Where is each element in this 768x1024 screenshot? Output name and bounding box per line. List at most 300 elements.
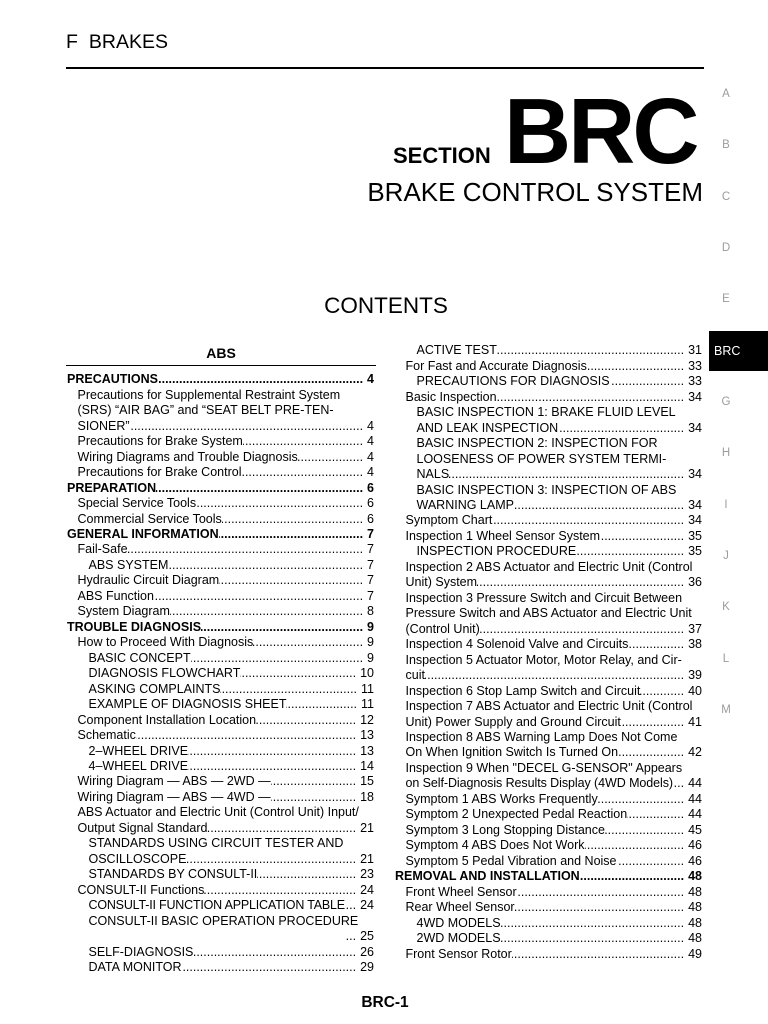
page-number: 48 <box>688 900 702 915</box>
toc-line <box>395 761 702 776</box>
toc-line <box>395 885 702 900</box>
toc-entry-topic <box>67 774 374 789</box>
leader-dots <box>154 589 367 604</box>
toc-line <box>67 635 374 650</box>
leader-dots <box>286 697 361 712</box>
toc-entry-title: Precautions for Brake Control <box>77 465 242 480</box>
toc-entry-title: ABS Actuator and Electric Unit (Control Unit) Input/ <box>77 805 359 820</box>
leader-dots <box>345 898 360 913</box>
page-number: 4 <box>367 465 374 480</box>
page-number: 6 <box>367 511 374 526</box>
toc-entry-title: Wiring Diagrams and Trouble Diagnosis <box>77 449 298 464</box>
toc-entry-title: Inspection 4 Solenoid Valve and Circuits <box>405 637 629 652</box>
toc-line <box>67 527 374 542</box>
leader-dots <box>497 343 688 358</box>
leader-dots <box>158 372 367 387</box>
toc-entry-topic <box>395 359 702 374</box>
toc-entry-topic <box>67 388 374 434</box>
leader-dots <box>222 512 367 527</box>
toc-entry-title: Special Service Tools <box>77 496 197 511</box>
toc-line-continued <box>67 821 374 836</box>
toc-line <box>67 589 374 604</box>
page-number: 48 <box>688 931 702 946</box>
toc-line <box>395 637 702 652</box>
toc-entry-title: Inspection 3 Pressure Switch and Circuit Between <box>405 590 683 605</box>
page-number: 6 <box>367 480 374 495</box>
page-number: 18 <box>360 789 374 804</box>
side-index-tab-b: B <box>722 139 730 152</box>
leader-dots <box>480 622 688 637</box>
toc-line-continued <box>395 575 702 590</box>
leader-dots <box>449 467 688 482</box>
toc-entry-topic <box>395 513 702 528</box>
page-number: 7 <box>367 588 374 603</box>
toc-line <box>395 730 702 745</box>
toc-entry-topic <box>67 604 374 619</box>
toc-entry-title: Component Installation Location <box>77 712 257 727</box>
page-number: 44 <box>688 776 702 791</box>
toc-entry-title: (Control Unit) <box>405 621 480 636</box>
leader-dots <box>207 821 360 836</box>
toc-entry-topic <box>67 883 374 898</box>
toc-line <box>395 792 702 807</box>
toc-line <box>67 450 374 465</box>
toc-entry-title: ACTIVE TEST <box>416 343 497 358</box>
toc-line-continued <box>395 715 702 730</box>
toc-entry-topic <box>395 390 702 405</box>
toc-entry-title: BASIC CONCEPT <box>88 650 191 665</box>
page-number: 23 <box>360 867 374 882</box>
leader-dots <box>605 823 688 838</box>
leader-dots <box>501 916 689 931</box>
toc-entry-title: Symptom 5 Pedal Vibration and Noise <box>405 853 617 868</box>
side-index-tab-c: C <box>721 190 731 203</box>
toc-entry-title: Pressure Switch and ABS Actuator and Electric Unit <box>405 606 692 621</box>
page-number: 13 <box>360 743 374 758</box>
toc-line <box>67 465 374 480</box>
toc-entry-title: Fail-Safe <box>77 542 128 557</box>
page-number: 10 <box>360 666 374 681</box>
toc-line <box>395 405 702 420</box>
toc-entry-topic <box>395 792 702 807</box>
toc-line <box>395 699 702 714</box>
toc-entry-title: For Fast and Accurate Diagnosis <box>405 358 587 373</box>
toc-entry-chapter <box>395 869 702 884</box>
toc-line <box>395 900 702 915</box>
toc-line-continued <box>395 776 702 791</box>
toc-line <box>67 604 374 619</box>
toc-entry-title: REMOVAL AND INSTALLATION <box>395 869 580 884</box>
toc-entry-title: On When Ignition Switch Is Turned On <box>405 745 619 760</box>
leader-dots <box>621 715 688 730</box>
toc-entry-chapter <box>67 620 374 635</box>
leader-dots <box>512 947 688 962</box>
toc-entry-title: Symptom 4 ABS Does Not Work <box>405 838 585 853</box>
toc-entry-title: GENERAL INFORMATION <box>67 526 219 541</box>
toc-entry-topic <box>395 854 702 869</box>
leader-dots <box>256 713 360 728</box>
toc-line <box>67 914 374 929</box>
toc-entry-topic <box>67 434 374 449</box>
toc-entry-title: Wiring Diagram — ABS — 2WD — <box>77 774 271 789</box>
toc-entry-subtopic <box>67 945 374 960</box>
page-number: 48 <box>688 884 702 899</box>
side-index-tab-brc: BRC <box>709 331 768 371</box>
toc-line <box>67 805 374 820</box>
toc-line <box>395 854 702 869</box>
toc-line <box>395 374 702 389</box>
header-rule <box>66 67 704 69</box>
page-number: 9 <box>367 635 374 650</box>
toc-line-continued <box>67 403 374 418</box>
toc-line <box>395 483 702 498</box>
side-index-tab-g: G <box>721 395 731 408</box>
page-number: 35 <box>688 528 702 543</box>
leader-dots <box>618 745 688 760</box>
toc-line <box>395 591 702 606</box>
toc-entry-topic <box>395 637 702 652</box>
toc-entry-title: Inspection 5 Actuator Motor, Motor Relay, and Cir- <box>405 652 682 667</box>
toc-entry-title: STANDARDS USING CIRCUIT TESTER AND <box>88 836 344 851</box>
leader-dots <box>170 604 367 619</box>
toc-entry-title: WARNING LAMP <box>416 497 514 512</box>
page-number: 36 <box>688 575 702 590</box>
toc-line-continued <box>67 929 374 944</box>
side-index-tab-h: H <box>721 447 731 460</box>
toc-line <box>395 343 702 358</box>
toc-entry-topic <box>395 684 702 699</box>
toc-entry-topic <box>67 542 374 557</box>
toc-entry-title: BASIC INSPECTION 1: BRAKE FLUID LEVEL <box>416 405 676 420</box>
toc-entry-title: ... <box>345 929 357 944</box>
page-number: 4 <box>367 449 374 464</box>
toc-line <box>67 496 374 511</box>
toc-entry-title: Inspection 7 ABS Actuator and Electric Unit (Control <box>405 699 693 714</box>
toc-entry-title: Wiring Diagram — ABS — 4WD — <box>77 789 271 804</box>
toc-entry-topic <box>67 790 374 805</box>
toc-entry-chapter <box>67 481 374 496</box>
toc-entry-title: AND LEAK INSPECTION <box>416 420 559 435</box>
page-number: 46 <box>688 838 702 853</box>
leader-dots <box>186 852 360 867</box>
toc-line <box>67 774 374 789</box>
toc-entry-title: Rear Wheel Sensor <box>405 900 515 915</box>
leader-dots <box>610 374 689 389</box>
leader-dots <box>492 513 688 528</box>
toc-entry-title: Commercial Service Tools <box>77 511 222 526</box>
toc-entry-topic <box>67 713 374 728</box>
page-number: 24 <box>360 898 374 913</box>
page-number: 44 <box>688 791 702 806</box>
page-number: 11 <box>361 697 374 712</box>
toc-line <box>67 682 374 697</box>
page-number: 25 <box>360 929 374 944</box>
page-number: 35 <box>688 544 702 559</box>
toc-line <box>67 836 374 851</box>
leader-dots <box>188 759 360 774</box>
toc-line <box>67 867 374 882</box>
page-number: 34 <box>688 513 702 528</box>
toc-entry-title: LOOSENESS OF POWER SYSTEM TERMI- <box>416 451 667 466</box>
toc-entry-title: PRECAUTIONS <box>67 372 158 387</box>
leader-dots <box>515 900 689 915</box>
section-title: BRAKE CONTROL SYSTEM <box>367 177 703 207</box>
page-number: 4 <box>367 418 374 433</box>
toc-entry-title: Precautions for Brake System <box>77 434 243 449</box>
toc-entry-title: Symptom 1 ABS Works Frequently <box>405 791 598 806</box>
leader-dots <box>271 774 361 789</box>
toc-line <box>67 666 374 681</box>
toc-line <box>395 436 702 451</box>
page-number: 33 <box>688 358 702 373</box>
toc-line <box>395 684 702 699</box>
toc-line <box>67 898 374 913</box>
toc-line-continued <box>395 622 702 637</box>
toc-entry-title: Inspection 8 ABS Warning Lamp Does Not Come <box>405 730 678 745</box>
toc-entry-topic <box>67 496 374 511</box>
running-header <box>66 30 169 53</box>
page-number: 37 <box>688 621 702 636</box>
toc-line <box>67 883 374 898</box>
toc-entry-title: How to Proceed With Diagnosis <box>77 635 254 650</box>
toc-entry-title: SELF-DIAGNOSIS <box>88 944 194 959</box>
toc-entry-topic <box>67 635 374 650</box>
toc-entry-subtopic <box>67 759 374 774</box>
toc-entry-subtopic <box>67 744 374 759</box>
toc-entry-title: Precautions for Supplemental Restraint System <box>77 387 341 402</box>
toc-entry-title: cuit <box>405 668 425 683</box>
toc-entry-title: Inspection 1 Wheel Sensor System <box>405 528 601 543</box>
page-number: 34 <box>688 467 702 482</box>
toc-entry-topic <box>395 807 702 822</box>
toc-entry-subtopic <box>395 436 702 482</box>
toc-line-continued <box>395 452 702 467</box>
toc-entry-title: DATA MONITOR <box>88 960 182 975</box>
toc-line <box>67 790 374 805</box>
toc-line-continued <box>395 421 702 436</box>
leader-dots <box>243 434 367 449</box>
page-number: 12 <box>360 712 374 727</box>
toc-entry-subtopic <box>67 898 374 913</box>
toc-entry-title: BASIC INSPECTION 3: INSPECTION OF ABS <box>416 482 677 497</box>
side-index-tab-j: J <box>723 549 729 562</box>
toc-entry-title: CONSULT-II FUNCTION APPLICATION TABLE <box>88 898 345 913</box>
section-code: BRC <box>504 79 697 184</box>
toc-line <box>67 372 374 387</box>
toc-line-continued <box>395 745 702 760</box>
toc-entry-topic <box>395 730 702 761</box>
leader-dots <box>425 668 688 683</box>
toc-entry-title: PREPARATION <box>67 480 157 495</box>
toc-line <box>395 838 702 853</box>
toc-line <box>67 960 374 975</box>
leader-dots <box>477 575 688 590</box>
toc-entry-chapter <box>67 372 374 387</box>
toc-line <box>395 529 702 544</box>
leader-dots <box>168 558 367 573</box>
toc-line-continued <box>395 498 702 513</box>
toc-entry-topic <box>395 529 702 544</box>
toc-entry-title: Inspection 6 Stop Lamp Switch and Circuit <box>405 683 641 698</box>
side-index-tab-l: L <box>722 652 730 665</box>
toc-entry-subtopic <box>395 931 702 946</box>
leader-dots <box>188 744 360 759</box>
toc-entry-title: Inspection 2 ABS Actuator and Electric Unit (Control <box>405 559 693 574</box>
toc-entry-topic <box>67 465 374 480</box>
toc-entry-title: Front Wheel Sensor <box>405 884 517 899</box>
leader-dots <box>257 867 360 882</box>
leader-dots <box>673 776 688 791</box>
toc-entry-title: Schematic <box>77 728 136 743</box>
section-letter: F <box>66 30 78 53</box>
toc-line <box>395 544 702 559</box>
toc-entry-subtopic <box>395 343 702 358</box>
page-number: 26 <box>360 944 374 959</box>
page-number: 8 <box>367 604 374 619</box>
toc-entry-title: BASIC INSPECTION 2: INSPECTION FOR <box>416 436 658 451</box>
toc-line <box>67 945 374 960</box>
side-index-tab-i: I <box>724 498 728 511</box>
toc-entry-topic <box>67 805 374 836</box>
leader-dots <box>627 807 688 822</box>
toc-entry-topic <box>395 947 702 962</box>
abs-heading-rule <box>66 365 376 366</box>
toc-entry-subtopic <box>67 914 374 945</box>
toc-entry-subtopic <box>67 651 374 666</box>
page-number: 4 <box>367 434 374 449</box>
toc-line-continued <box>395 606 702 621</box>
toc-entry-title: OSCILLOSCOPE <box>88 851 187 866</box>
toc-entry-subtopic <box>67 682 374 697</box>
toc-entry-topic <box>395 699 702 730</box>
toc-line <box>67 542 374 557</box>
leader-dots <box>497 390 689 405</box>
leader-dots <box>517 885 688 900</box>
page-number: 31 <box>688 343 702 358</box>
side-index-tab-k: K <box>722 601 730 614</box>
toc-entry-chapter <box>67 527 374 542</box>
abs-heading: ABS <box>206 345 236 361</box>
toc-entry-subtopic <box>395 405 702 436</box>
leader-dots <box>193 945 360 960</box>
page-number: 34 <box>688 389 702 404</box>
toc-line <box>395 916 702 931</box>
leader-dots <box>600 529 688 544</box>
page-number: 34 <box>688 497 702 512</box>
toc-entry-topic <box>395 885 702 900</box>
toc-entry-topic <box>67 728 374 743</box>
page-number: 21 <box>360 851 374 866</box>
toc-line-continued <box>395 467 702 482</box>
toc-entry-subtopic <box>67 697 374 712</box>
leader-dots <box>271 790 361 805</box>
page-number: 39 <box>688 668 702 683</box>
page-number: 40 <box>688 683 702 698</box>
toc-line <box>395 869 702 884</box>
page-number: 6 <box>367 496 374 511</box>
leader-dots <box>501 931 689 946</box>
toc-line <box>67 728 374 743</box>
toc-entry-topic <box>395 761 702 792</box>
page-number: 13 <box>360 728 374 743</box>
toc-entry-topic <box>67 573 374 588</box>
page-number: 48 <box>688 915 702 930</box>
page-number: 34 <box>688 420 702 435</box>
toc-entry-title: DIAGNOSIS FLOWCHART <box>88 666 241 681</box>
leader-dots <box>219 573 367 588</box>
toc-line <box>395 823 702 838</box>
page-number: 44 <box>688 807 702 822</box>
toc-entry-topic <box>395 560 702 591</box>
leader-dots <box>196 496 367 511</box>
side-index-tab-a: A <box>722 88 730 100</box>
page-number: 33 <box>688 374 702 389</box>
toc-entry-title: 2WD MODELS <box>416 931 501 946</box>
page-number: 15 <box>360 774 374 789</box>
leader-dots <box>298 450 367 465</box>
leader-dots <box>191 651 367 666</box>
leader-dots <box>219 527 367 542</box>
toc-entry-topic <box>395 823 702 838</box>
toc-entry-topic <box>67 589 374 604</box>
toc-entry-title: Symptom 3 Long Stopping Distance <box>405 822 605 837</box>
toc-right-column <box>395 343 702 962</box>
page-number: 4 <box>367 372 374 387</box>
toc-line <box>395 807 702 822</box>
page-number: 9 <box>367 650 374 665</box>
toc-line <box>67 558 374 573</box>
toc-entry-topic <box>395 900 702 915</box>
leader-dots <box>128 542 368 557</box>
page-number: 42 <box>688 745 702 760</box>
page-number: 9 <box>367 619 374 634</box>
toc-entry-title: TROUBLE DIAGNOSIS <box>67 619 202 634</box>
page-number: 11 <box>361 681 374 696</box>
side-index-tab-e: E <box>722 293 730 306</box>
toc-entry-title: EXAMPLE OF DIAGNOSIS SHEET <box>88 697 287 712</box>
toc-entry-title: ABS SYSTEM <box>88 557 169 572</box>
toc-entry-subtopic <box>395 916 702 931</box>
toc-entry-subtopic <box>67 836 374 867</box>
section-label: SECTION <box>393 143 491 169</box>
contents-heading: CONTENTS <box>324 293 448 318</box>
toc-entry-subtopic <box>395 544 702 559</box>
toc-entry-title: ABS Function <box>77 588 154 603</box>
toc-line <box>67 388 374 403</box>
leader-dots <box>220 682 361 697</box>
toc-entry-title: System Diagram <box>77 604 170 619</box>
leader-dots <box>585 838 689 853</box>
leader-dots <box>598 792 688 807</box>
toc-entry-topic <box>395 591 702 637</box>
leader-dots <box>587 359 688 374</box>
toc-entry-title: Symptom Chart <box>405 513 493 528</box>
toc-left-column <box>67 372 374 975</box>
toc-entry-title: Unit) Power Supply and Ground Circuit <box>405 714 621 729</box>
page-number: 14 <box>360 759 374 774</box>
toc-entry-subtopic <box>67 558 374 573</box>
leader-dots <box>640 684 688 699</box>
toc-line <box>67 573 374 588</box>
toc-entry-topic <box>67 512 374 527</box>
leader-dots <box>558 421 688 436</box>
toc-line <box>67 651 374 666</box>
toc-entry-title: Hydraulic Circuit Diagram <box>77 573 220 588</box>
leader-dots <box>253 635 367 650</box>
leader-dots <box>576 544 688 559</box>
toc-line <box>67 759 374 774</box>
toc-entry-title: INSPECTION PROCEDURE <box>416 544 577 559</box>
